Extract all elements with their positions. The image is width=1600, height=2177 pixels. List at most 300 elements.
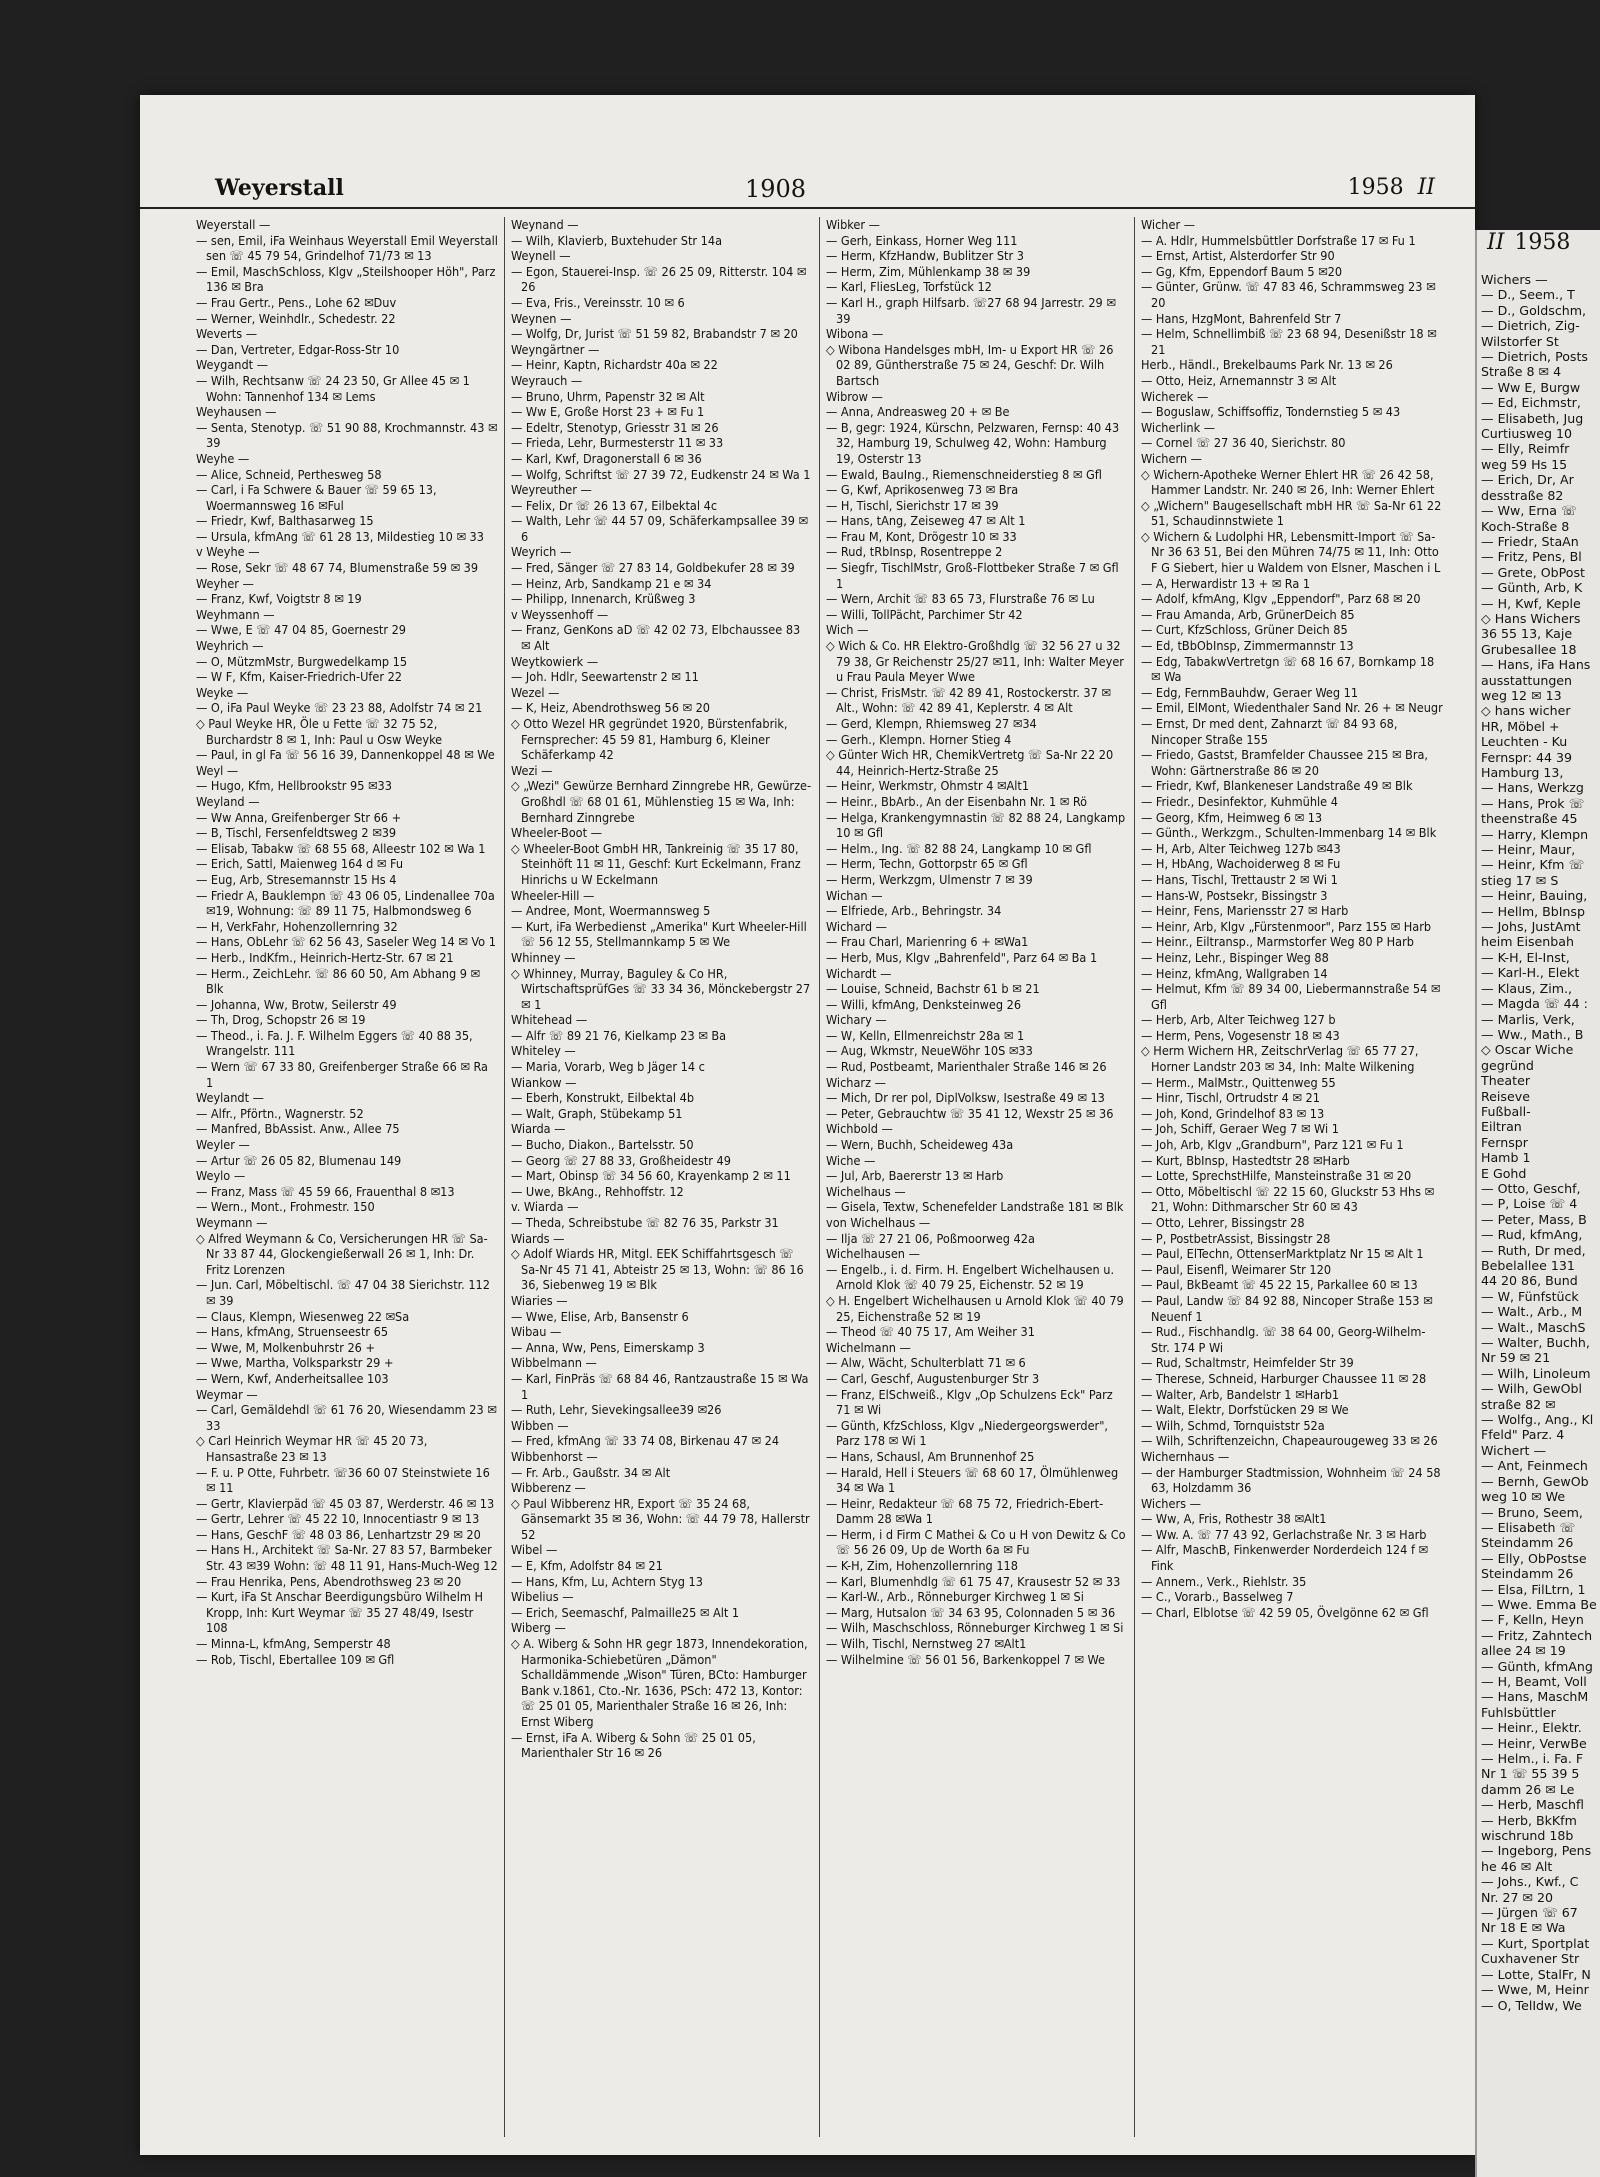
directory-column-3 [820,217,1135,2137]
directory-entry: — Alice, Schneid, Perthesweg 58 [196,466,382,482]
directory-entry: — Karl-H., Elekt [1481,965,1580,981]
surname-heading: Weyreuther — [511,482,592,498]
directory-entry: Wilstorfer St [1481,333,1559,349]
directory-entry: — Wern ☏ 67 33 80, Greifenberger Straße 66 ✉ Ra 1 [196,1059,489,1090]
directory-entry: — Alfr, MaschB, Finkenwerder Norderdeich 124 f ✉ Fink [1141,1542,1429,1574]
directory-entry: — Ruth, Dr med, [1481,1242,1586,1258]
surname-heading: Wibben — [511,1417,569,1433]
directory-entry: — Erich, Seemaschf, Palmaille25 ✉ Alt 1 [511,1604,740,1620]
directory-column-2 [505,217,820,2137]
surname-heading: Wibel — [511,1542,558,1558]
directory-entry: — Elisabeth, Jug [1481,410,1584,426]
directory-entry: — Ernst, Artist, Alsterdorfer Str 90 [1141,248,1335,264]
directory-entry: — Carl, Geschf, Augustenburger Str 3 [826,1370,1040,1386]
directory-entry: — Aug, Wkmstr, NeueWöhr 10S ✉33 [826,1043,1033,1059]
directory-entry: — Friedr, StaAn [1481,533,1579,549]
surname-heading: Weynand — [511,217,579,232]
directory-entry: — Bernh, GewOb [1481,1473,1589,1489]
surname-heading: Wiankow — [511,1074,577,1090]
directory-entry: — Kurt, iFa St Anschar Beerdigungsbüro Wilhelm H Kropp, Inh: Kurt Weymar ☏ 35 27 48/49, Isestr 108 [196,1589,484,1636]
directory-entry: — Heinr., Elektr. [1481,1720,1582,1736]
directory-entry: — Edg, FernmBauhdw, Geraer Weg 11 [1141,684,1359,700]
directory-entry: — Joh, Arb, Klgv „Grandburn", Parz 121 ✉ Fu 1 [1141,1137,1404,1153]
directory-entry: — Marg, Hutsalon ☏ 34 63 95, Colonnaden 5 ✉ 36 [826,1604,1116,1620]
directory-entry: — Joh, Kond, Grindelhof 83 ✉ 13 [1141,1105,1325,1121]
surname-heading: Wheeler-Hill — [511,887,595,903]
directory-entry: — Elfriede, Arb., Behringstr. 34 [826,903,1002,919]
surname-heading: Weyland — [196,793,260,809]
directory-entry: — Herb, BkKfm [1481,1812,1577,1828]
directory-entry: — Rud, kfmAng, [1481,1227,1583,1243]
surname-heading: Wheeler-Boot — [511,825,602,841]
directory-entry: — Franz, ElSchweiß., Klgv „Op Schulzens Eck" Parz 71 ✉ Wi [826,1386,1113,1418]
directory-entry: Koch-Straße 8 [1481,518,1570,534]
surname-heading: Wibrow — [826,388,883,404]
directory-entry: — Wilh, Linoleum [1481,1365,1591,1381]
directory-entry: Fernspr [1481,1134,1528,1150]
directory-entry: — Felix, Dr ☏ 26 13 67, Eilbektal 4c [511,497,718,513]
surname-heading: Wiaries — [511,1292,568,1308]
directory-entry: — Ww., Math., B [1481,1026,1584,1042]
directory-entry: — Helm., Ing. ☏ 82 88 24, Langkamp 10 ✉ Gfl [826,840,1092,856]
directory-entry: — Wwe. Emma Be [1481,1596,1597,1612]
directory-entry: 44 20 86, Bund [1481,1273,1578,1289]
directory-entry: — Ww E, Burgw [1481,379,1581,395]
directory-entry: — B, Tischl, Fersenfeldtsweg 2 ✉39 [196,825,397,841]
surname-heading: v. Wiarda — [511,1199,579,1215]
directory-entry: — Hans, Schausl, Am Brunnenhof 25 [826,1448,1035,1464]
directory-entry: — G, Kwf, Aprikosenweg 73 ✉ Bra [826,482,1019,498]
directory-entry: ◇ Herm Wichern HR, ZeitschrVerlag ☏ 65 77 27, Horner Landstr 203 ✉ 34, Inh: Malte Wilkening [1141,1043,1419,1075]
surname-heading: Wichelhausen — [826,1246,920,1262]
surname-heading: Weyhrich — [196,638,264,654]
directory-entry: — Fritz, Pens, Bl [1481,549,1582,565]
surname-heading: Wiche — [826,1152,876,1168]
directory-entry: ◇ Adolf Wiards HR, Mitgl. EEK Schiffahrtsgesch ☏ Sa-Nr 45 71 41, Abteistr 25 ✉ 13, Wohn: ☏ 86 16 36, Siebenweg 19 ✉ Blk [511,1246,804,1293]
directory-entry: — Heinr, Fens, Mariensstr 27 ✉ Harb [1141,903,1349,919]
directory-entry: — O, iFa Paul Weyke ☏ 23 23 88, Adolfstr 74 ✉ 21 [196,700,483,716]
directory-entry: ◇ H. Engelbert Wichelhausen u Arnold Klok ☏ 40 79 25, Eichenstraße 52 ✉ 19 [826,1292,1124,1324]
directory-entry: — Paul, Eisenfl, Weimarer Str 120 [1141,1261,1332,1277]
directory-entry: — Hinr, Tischl, Ortrudstr 4 ✉ 21 [1141,1090,1320,1106]
directory-entry: — Walt, Graph, Stübekamp 51 [511,1105,683,1121]
directory-column-4 [1135,217,1450,2137]
directory-entry: — Th, Drog, Schopstr 26 ✉ 19 [196,1012,366,1028]
directory-entry: Grubesallee 18 [1481,641,1577,657]
directory-entry: — Ww, A, Fris, Rothestr 38 ✉Alt1 [1141,1511,1327,1527]
directory-entry: — Ww Anna, Greifenberger Str 66 + [196,809,402,825]
surname-heading: Wichern — [1141,450,1203,466]
directory-entry: — Klaus, Zim., [1481,980,1573,996]
directory-entry: — Heinr, Kaptn, Richardstr 40a ✉ 22 [511,357,718,373]
directory-entry: — Alfr., Pförtn., Wagnerstr. 52 [196,1105,364,1121]
directory-entry: — Paul, Landw ☏ 84 92 88, Nincoper Straße 153 ✉ Neuenf 1 [1141,1292,1433,1324]
surname-heading: Wicharz — [826,1074,886,1090]
directory-entry: — Johanna, Ww, Brotw, Seilerstr 49 [196,996,397,1012]
directory-entry: Fuhlsbüttler [1481,1704,1556,1720]
directory-entry: Hamburg 13, [1481,765,1564,780]
directory-entry: weg 12 ✉ 13 [1481,687,1562,703]
directory-entry: — Walt., MaschS [1481,1319,1586,1335]
surname-heading: Wezi — [511,762,553,778]
directory-entry: — Theda, Schreibstube ☏ 82 76 35, Parkstr 31 [511,1215,779,1230]
directory-entry: ◇ Wichern-Apotheke Werner Ehlert HR ☏ 26 42 58, Hammer Landstr. Nr. 240 ✉ 26, Inh: Werner Ehlert [1141,466,1435,498]
directory-entry: Steindamm 26 [1481,1535,1574,1551]
directory-entry: ◇ „Wichern" Baugesellschaft mbH HR ☏ Sa-Nr 61 22 51, Schaudinnstwiete 1 [1141,497,1442,529]
directory-entry: ◇ Oscar Wiche [1481,1042,1574,1058]
directory-entry: — Fritz, Zahntech [1481,1627,1593,1643]
directory-entry: — Franz, Mass ☏ 45 59 66, Frauenthal 8 ✉13 [196,1183,455,1199]
directory-entry: — Rud, Schaltmstr, Heimfelder Str 39 [1141,1355,1354,1371]
directory-entry: — Heinr., Eiltransp., Marmstorfer Weg 80 P Harb [1141,934,1414,950]
surname-heading: Wichary — [826,1012,887,1028]
directory-entry: — H, Arb, Alter Teichweg 127b ✉43 [1141,840,1341,856]
directory-entry: — Artur ☏ 26 05 82, Blumenau 149 [196,1152,402,1168]
directory-entry: — Alfr ☏ 89 21 76, Kielkamp 23 ✉ Ba [511,1027,727,1043]
directory-entry: — Heinz, Lehr., Bispinger Weg 88 [1141,949,1329,965]
directory-entry: Steindamm 26 [1481,1566,1574,1582]
directory-entry: — Wwe, Martha, Volksparkstr 29 + [196,1355,394,1371]
directory-entry: — Wilh, Tischl, Nernstweg 27 ✉Alt1 [826,1636,1027,1652]
surname-heading: Weyhmann — [196,606,275,622]
directory-entry: — Herm, Zim, Mühlenkamp 38 ✉ 39 [826,263,1031,279]
surname-heading: Whiteley — [511,1043,576,1059]
directory-entry: — Hellm, BbInsp [1481,903,1585,919]
directory-entry: — Dietrich, Zig- [1481,318,1580,334]
surname-heading: Wicherek — [1141,388,1209,404]
directory-entry: — Adolf, kfmAng, Klgv „Eppendorf", Parz 68 ✉ 20 [1141,591,1421,607]
directory-entry: — Wern, Archit ☏ 83 65 73, Flurstraße 76 ✉ Lu [826,591,1095,607]
directory-column-1 [190,217,505,2137]
directory-entry: — F. u. P Otte, Fuhrbetr. ☏36 60 07 Steinstwiete 16 ✉ 11 [196,1464,490,1496]
directory-entry: — Egon, Stauerei-Insp. ☏ 26 25 09, Ritterstr. 104 ✉ 26 [511,263,807,295]
directory-entry: — Wolfg, Schriftst ☏ 27 39 72, Eudkenstr 24 ✉ Wa 1 [511,466,811,482]
directory-entry: — K-H, Zim, Hohenzollernring 118 [826,1558,1018,1574]
directory-entry: — Elisabeth ☏ [1481,1519,1576,1535]
directory-entry: — Peter, Mass, B [1481,1211,1587,1227]
directory-entry: — K, Heiz, Abendrothsweg 56 ✉ 20 [511,700,711,716]
directory-entry: — Jul, Arb, Baererstr 13 ✉ Harb [826,1168,1004,1184]
directory-entry: he 46 ✉ Alt [1481,1858,1553,1874]
directory-entry: — Werner, Weinhdlr., Schedestr. 22 [196,310,396,326]
directory-entry: Nr. 27 ✉ 20 [1481,1889,1554,1905]
directory-entry: — Heinr, Werkmstr, Ohmstr 4 ✉Alt1 [826,778,1030,794]
directory-entry: — Emil, MaschSchloss, Klgv „Steilshooper Höh", Parz 136 ✉ Bra [196,263,496,295]
directory-entry: Reiseve [1481,1088,1530,1104]
directory-entry: — Gisela, Textw, Schenefelder Landstraße 181 ✉ Blk [826,1199,1124,1215]
surname-heading: Wibberenz — [511,1480,586,1496]
surname-heading: v Weyssenhoff — [511,606,609,622]
surname-heading: Weyrich — [511,544,572,560]
directory-entry: — Frau Henrika, Pens, Abendrothsweg 23 ✉ 20 [196,1573,462,1589]
directory-entry: — Maria, Vorarb, Weg b Jäger 14 c [511,1059,705,1075]
directory-entry: — Wilh, Klavierb, Buxtehuder Str 14a [511,232,723,248]
directory-entry: — Grete, ObPost [1481,564,1585,580]
page-header [140,175,1475,209]
directory-entry: — Rud, tRbInsp, Rosentreppe 2 [826,544,1003,560]
directory-entry: — O, MützmMstr, Burgwedelkamp 15 [196,653,408,669]
directory-entry: — Gerd, Klempn, Rhiemsweg 27 ✉34 [826,716,1037,731]
directory-entry: — Wern, Buchh, Scheideweg 43a [826,1137,1014,1153]
directory-entry: Ffeld" Parz. 4 [1481,1427,1565,1443]
directory-entry: — Charl, Elblotse ☏ 42 59 05, Övelgönne 62 ✉ Gfl [1141,1604,1429,1620]
directory-entry: ◇ Paul Wibberenz HR, Export ☏ 35 24 68, Gänsemarkt 35 ✉ 36, Wohn: ☏ 44 79 78, Hallerstr 52 [511,1495,810,1542]
directory-entry: weg 59 Hs 15 [1481,456,1568,472]
directory-entry: — Günth., Werkzgm., Schulten-Immenbarg 14 ✉ Blk [1141,825,1437,841]
directory-entry: — A, Herwardistr 13 + ✉ Ra 1 [1141,575,1311,591]
directory-entry: theenstraße 45 [1481,811,1578,827]
directory-entry: — Herb, Mus, Klgv „Bahrenfeld", Parz 64 ✉ Ba 1 [826,949,1098,965]
directory-entry: — Joh, Schiff, Geraer Weg 7 ✉ Wi 1 [1141,1121,1339,1137]
directory-entry: — Walt, Elektr, Dorfstücken 29 ✉ We [1141,1402,1349,1418]
directory-entry: — Herm, Techn, Gottorpstr 65 ✉ Gfl [826,856,1028,872]
directory-entry: — Wern., Mont., Frohmestr. 150 [196,1199,375,1215]
surname-heading: Weverts — [196,326,258,342]
directory-entry: — Fred, Sänger ☏ 27 83 14, Goldbekufer 28 ✉ 39 [511,560,795,576]
directory-entry: — Erich, Sattl, Maienweg 164 d ✉ Fu [196,856,404,872]
directory-entry: — Elsa, FilLtrn, 1 [1481,1581,1586,1597]
adjacent-page-fragment [1475,230,1600,2177]
directory-entry: — Johs., Kwf., C [1481,1874,1579,1890]
directory-entry: ◇ Carl Heinrich Weymar HR ☏ 45 20 73, Hansastraße 23 ✉ 13 [196,1433,428,1464]
directory-entry: Wichers — [1481,272,1548,287]
directory-entry: — Hans, tAng, Zeiseweg 47 ✉ Alt 1 [826,513,1026,529]
directory-entry: Cuxhavener Str [1481,1951,1580,1967]
directory-entry: — Elisab, Tabakw ☏ 68 55 68, Alleestr 102 ✉ Wa 1 [196,840,486,856]
directory-entry: — Ww, Erna ☏ [1481,503,1577,519]
surname-heading: Wichelhaus — [826,1183,906,1199]
directory-entry: — Ed, tBbObInsp, Zimmermannstr 13 [1141,638,1354,654]
directory-entry: — Senta, Stenotyp. ☏ 51 90 88, Krochmannstr. 43 ✉ 39 [196,419,498,451]
directory-entry: — Wwe, M, Molkenbuhrstr 26 + [196,1339,375,1355]
directory-entry: — Wilh, Schmd, Tornquiststr 52a [1141,1417,1325,1433]
surname-heading: Wichbold — [826,1121,893,1137]
directory-entry: — Wilh, Schriftenzeichn, Chapeaurougeweg 33 ✉ 26 [1141,1433,1438,1449]
directory-entry: — Walter, Buchh, [1481,1335,1590,1351]
directory-entry: straße 82 ✉ [1481,1396,1556,1412]
directory-entry: Nr 1 ☏ 55 39 5 [1481,1766,1580,1782]
directory-entry: — Gg, Kfm, Eppendorf Baum 5 ✉20 [1141,263,1343,279]
directory-entry: — Heinr, Arb, Klgv „Fürstenmoor", Parz 155 ✉ Harb [1141,918,1432,934]
directory-entry: — Louise, Schneid, Bachstr 61 b ✉ 21 [826,981,1040,997]
directory-entry: — Willi, TollPächt, Parchimer Str 42 [826,606,1023,622]
directory-entry: — Otto, Lehrer, Bissingstr 28 [1141,1215,1305,1230]
header-volume: II [1417,175,1435,200]
directory-entry: — Gerh, Einkass, Horner Weg 111 [826,232,1018,248]
directory-entry: — Herm, Werkzgm, Ulmenstr 7 ✉ 39 [826,871,1033,887]
directory-entry: — Frau Amanda, Arb, GrünerDeich 85 [1141,606,1355,622]
directory-entry: E Gohd [1481,1165,1527,1181]
directory-entry: — Heinr, Maur, [1481,842,1576,858]
directory-entry: — Georg, Kfm, Heimweg 6 ✉ 13 [1141,809,1323,825]
surname-heading: Weyrauch — [511,372,583,388]
directory-entry: Curtiusweg 10 [1481,426,1573,442]
directory-entry: desstraße 82 [1481,487,1564,503]
directory-entry: — Hans H., Architekt ☏ Sa-Nr. 27 83 57, Barmbeker Str. 43 ✉39 Wohn: ☏ 48 11 91, Hans-Much-Weg 12 [196,1542,498,1574]
surname-heading: Weynell — [511,248,571,264]
directory-entry: — H, VerkFahr, Hohenzollernring 32 [196,918,398,934]
directory-entry: — Ant, Feinmech [1481,1458,1588,1474]
directory-entry: — Anna, Andreasweg 20 + ✉ Be [826,404,1010,420]
directory-entry: — H, HbAng, Wachoiderweg 8 ✉ Fu [1141,856,1341,872]
directory-entry: — Helmut, Kfm ☏ 89 34 00, Liebermannstraße 54 ✉ Gfl [1141,981,1441,1012]
surname-heading: von Wichelhaus — [826,1215,931,1230]
directory-entry: — Hans, GeschF ☏ 48 03 86, Lenhartzstr 29 ✉ 20 [196,1526,481,1542]
directory-entry: — Friedr, Kwf, Balthasarweg 15 [196,513,374,529]
directory-entry: — Carl, Gemäldehdl ☏ 61 76 20, Wiesendamm 23 ✉ 33 [196,1402,497,1433]
directory-entry: ◇ A. Wiberg & Sohn HR gegr 1873, Innendekoration, Harmonika-Schiebetüren „Dämon" Schalldämmende „Wison" Türen, BCto: Hamburger Bank v.1861, Cto.-Nr. 1636, PSch: 472 13, Kontor: ☏ 25 01 05, Marienthaler Straße 16 ✉ 26, Inh: Ernst Wiberg [511,1636,808,1729]
directory-entry: — Paul, in gl Fa ☏ 56 16 39, Dannenkoppel 48 ✉ We [196,747,495,763]
directory-entry: Eiltran [1481,1119,1522,1135]
directory-entry: — Günth, Arb, K [1481,580,1583,596]
directory-entry: — Eug, Arb, Stresemannstr 15 Hs 4 [196,871,397,887]
directory-entry: — Bruno, Seem, [1481,1504,1583,1520]
directory-entry: — K-H, El-Inst, [1481,949,1570,965]
directory-entry: — Walt., Arb., M [1481,1304,1583,1320]
directory-entry: — Fr. Arb., Gaußstr. 34 ✉ Alt [511,1464,671,1480]
surname-heading: Wichelmann — [826,1339,911,1355]
directory-entry: — Heinz, kfmAng, Wallgraben 14 [1141,965,1328,981]
directory-entry: — Paul, BkBeamt ☏ 45 22 15, Parkallee 60 ✉ 13 [1141,1277,1418,1293]
directory-entry: — Herm., ZeichLehr. ☏ 86 60 50, Am Abhang 9 ✉ Blk [196,965,481,997]
directory-entry: — W F, Kfm, Kaiser-Friedrich-Ufer 22 [196,669,403,685]
directory-entry: — Elly, ObPostse [1481,1550,1587,1566]
surname-heading: Weymar — [196,1386,258,1402]
directory-entry: — Dietrich, Posts [1481,349,1588,365]
directory-entry: — Karl, Kwf, Dragonerstall 6 ✉ 36 [511,450,702,466]
directory-entry: — Frau Gertr., Pens., Lohe 62 ✉Duv [196,294,397,310]
directory-entry: allee 24 ✉ 19 [1481,1643,1566,1659]
directory-entry: — Heinr, VerwBe [1481,1735,1587,1751]
directory-entry: stieg 17 ✉ S [1481,872,1559,888]
surname-heading: Wichard — [826,918,887,934]
surname-heading: Wibau — [511,1324,562,1340]
directory-entry: — Magda ☏ 44 : [1481,996,1588,1012]
surname-heading: Weyher — [196,575,254,591]
directory-entry: — Friedo, Gastst, Bramfelder Chaussee 215 ✉ Bra, Wohn: Gärtnerstraße 86 ✉ 20 [1141,747,1429,778]
header-year: 1958 [1347,175,1404,200]
directory-entry: — Hugo, Kfm, Hellbrookstr 95 ✉33 [196,778,392,794]
directory-entry: — Günter, Grünw. ☏ 47 83 46, Schrammsweg 23 ✉ 20 [1141,279,1436,310]
surname-heading: Weymann — [196,1215,268,1230]
directory-entry: — W, Kelln, Ellmenreichstr 28a ✉ 1 [826,1027,1025,1043]
directory-entry: — Theod., i. Fa. J. F. Wilhelm Eggers ☏ 40 88 35, Wrangelstr. 111 [196,1027,473,1059]
surname-heading: Weyngärtner — [511,341,600,357]
adjacent-page-header [1487,230,1570,255]
directory-entry: — O, TelIdw, We [1481,1997,1582,2013]
header-year-volume [1348,175,1435,200]
directory-entry: Hamb 1 [1481,1150,1531,1166]
surname-heading: Wiberg — [511,1620,566,1636]
directory-entry: damm 26 ✉ Le [1481,1781,1575,1797]
directory-entry: — Fred, kfmAng ☏ 33 74 08, Birkenau 47 ✉ 24 [511,1433,780,1449]
directory-entry: — Herm, Pens, Vogesenstr 18 ✉ 43 [1141,1027,1340,1043]
directory-entry: — Ruth, Lehr, Sievekingsallee39 ✉26 [511,1402,722,1418]
directory-entry: ◇ „Wezi" Gewürze Bernhard Zinngrebe HR, Gewürze-Großhdl ☏ 68 01 61, Mühlenstieg 15 ✉ Wa, Inh: Bernhard Zinngrebe [511,778,812,825]
directory-entry: — Lotte, StalFr, N [1481,1966,1591,1982]
directory-entry: — Wilh, Rechtsanw ☏ 24 23 50, Gr Allee 45 ✉ 1 Wohn: Tannenhof 134 ✉ Lems [196,372,470,404]
directory-entry: — W, Fünfstück [1481,1288,1579,1304]
directory-entry: — Bruno, Uhrm, Papenstr 32 ✉ Alt [511,388,705,404]
directory-entry: — Günth, KfzSchloss, Klgv „Niedergeorgswerder", Parz 178 ✉ Wi 1 [826,1417,1109,1449]
directory-entry: — Hans-W, Postsekr, Bissingstr 3 [1141,887,1328,903]
directory-entry: — Herb, Maschfl [1481,1797,1584,1813]
directory-entry: — Bucho, Diakon., Bartelsstr. 50 [511,1137,694,1153]
directory-entry: Wichert — [1481,1442,1547,1458]
directory-entry: — E, Kfm, Adolfstr 84 ✉ 21 [511,1558,663,1574]
directory-entry: — Anna, Ww, Pens, Eimerskamp 3 [511,1339,705,1355]
directory-entry: ◇ Alfred Weymann & Co, Versicherungen HR ☏ Sa-Nr 33 87 44, Glockengießerwall 26 ✉ 1, Inh: Dr. Fritz Lorenzen [196,1230,488,1277]
directory-entry: — Otto, Möbeltischl ☏ 22 15 60, Gluckstr 53 Hhs ✉ 21, Wohn: Dithmarscher Str 60 ✉ 43 [1141,1183,1435,1215]
directory-entry: — Wolfg, Dr, Jurist ☏ 51 59 82, Brabandstr 7 ✉ 20 [511,326,798,342]
surname-heading: Wibbenhorst — [511,1448,598,1464]
surname-heading: Wicher — [1141,217,1196,232]
surname-heading: Weygandt — [196,357,269,373]
directory-entry: — Friedr., Desinfektor, Kuhmühle 4 [1141,793,1338,809]
directory-entry: — Heinr, Redakteur ☏ 68 75 72, Friedrich-Ebert-Damm 28 ✉Wa 1 [826,1495,1104,1527]
directory-entry: ◇ Otto Wezel HR gegründet 1920, Bürstenfabrik, Fernsprecher: 45 59 81, Hamburg 6, Kleiner Schäferkamp 42 [511,716,788,763]
directory-entry: Nr 59 ✉ 21 [1481,1350,1551,1366]
directory-entry: — Rose, Sekr ☏ 48 67 74, Blumenstraße 59 ✉ 39 [196,560,479,576]
directory-entry: — Heinr, Bauing, [1481,888,1588,904]
surname-heading: Wichers — [1141,1495,1201,1511]
directory-entry: ◇ Günter Wich HR, ChemikVertretg ☏ Sa-Nr 22 20 44, Heinrich-Hertz-Straße 25 [826,747,1114,778]
directory-entry: — Georg ☏ 27 88 33, Großheidestr 49 [511,1152,731,1168]
directory-entry: gegründ [1481,1057,1534,1073]
directory-entry: ausstattungen [1481,672,1573,688]
directory-entry: — Marlis, Verk, [1481,1011,1575,1027]
directory-entry: — Alw, Wächt, Schulterblatt 71 ✉ 6 [826,1355,1026,1371]
directory-entry: — Curt, KfzSchloss, Grüner Deich 85 [1141,622,1348,638]
directory-entry: ◇ Wichern & Ludolphi HR, Lebensmitt-Import ☏ Sa-Nr 36 63 51, Bei den Mühren 74/75 ✉ 11, Inh: Otto F G Siebert, hier u Waldem von Elsner, Maschen i L [1141,528,1441,576]
directory-entry: — Helga, Krankengymnastin ☏ 82 88 24, Langkamp 10 ✉ Gfl [826,809,1126,841]
directory-entry: — Cornel ☏ 27 36 40, Sierichstr. 80 [1141,435,1346,451]
directory-entry: — Claus, Klempn, Wiesenweg 22 ✉Sa [196,1308,410,1324]
directory-entry: — Friedr A, Bauklempn ☏ 43 06 05, Lindenallee 70a ✉19, Wohnung: ☏ 89 11 75, Halbmondsweg 6 [196,887,495,919]
surname-heading: Wezel — [511,684,560,700]
surname-heading: Weylo — [196,1168,246,1184]
directory-entry: — Herm., MalMstr., Quittenweg 55 [1141,1074,1336,1090]
directory-entry: — C., Vorarb., Basselweg 7 [1141,1589,1294,1605]
directory-entry: — Herb., IndKfm., Heinrich-Hertz-Str. 67 ✉ 21 [196,949,454,965]
directory-entry: — Gertr, Klavierpäd ☏ 45 03 87, Werderstr. 46 ✉ 13 [196,1495,495,1511]
directory-entry: — Rud., Fischhandlg. ☏ 38 64 00, Georg-Wilhelm-Str. 174 P Wi [1141,1324,1426,1355]
directory-entry: ◇ Wibona Handelsges mbH, Im- u Export HR ☏ 26 02 89, Güntherstraße 75 ✉ 24, Geschf: Dr. Wilh Bartsch [826,341,1114,388]
directory-entry: — Karl-W., Arb., Rönneburger Kirchweg 1 ✉ Si [826,1589,1084,1605]
directory-entry: heim Eisenbah [1481,934,1574,950]
directory-entry: — Otto, Geschf, [1481,1180,1581,1196]
surname-heading: Wiards — [511,1230,565,1246]
directory-entry: — Hans, kfmAng, Struenseestr 65 [196,1324,389,1340]
directory-entry: — Willi, kfmAng, Denksteinweg 26 [826,996,1022,1012]
directory-entry: — Walter, Arb, Bandelstr 1 ✉Harb1 [1141,1386,1340,1402]
directory-entry: — Rob, Tischl, Ebertallee 109 ✉ Gfl [196,1651,395,1667]
directory-entry: — Christ, FrisMstr. ☏ 42 89 41, Rostockerstr. 37 ✉ Alt., Wohn: ☏ 42 89 41, Keplerstr. 4 ✉ Alt [826,684,1111,716]
directory-entry: — Ilja ☏ 27 21 06, Poßmoorweg 42a [826,1230,1035,1246]
directory-entry: — H, Beamt, Voll [1481,1673,1587,1689]
directory-entry: — Frau Charl, Marienring 6 + ✉Wa1 [826,934,1029,950]
directory-entry: — D., Goldschm, [1481,302,1586,318]
directory-columns [190,217,1450,2137]
directory-entry: — Eberh, Konstrukt, Eilbektal 4b [511,1090,695,1106]
surname-heading: Weyerstall — [196,217,271,232]
directory-entry: — F, Kelln, Heyn [1481,1612,1584,1628]
surname-heading: Wiarda — [511,1121,566,1137]
directory-entry: — Wilh, GewObl [1481,1381,1582,1397]
directory-entry: — Engelb., i. d. Firm. H. Engelbert Wichelhausen u. Arnold Klok ☏ 40 79 25, Eichenstr. 52 ✉ 19 [826,1261,1115,1293]
directory-entry: ◇ Hans Wichers [1481,610,1581,626]
directory-entry: — Erich, Dr, Ar [1481,472,1574,488]
